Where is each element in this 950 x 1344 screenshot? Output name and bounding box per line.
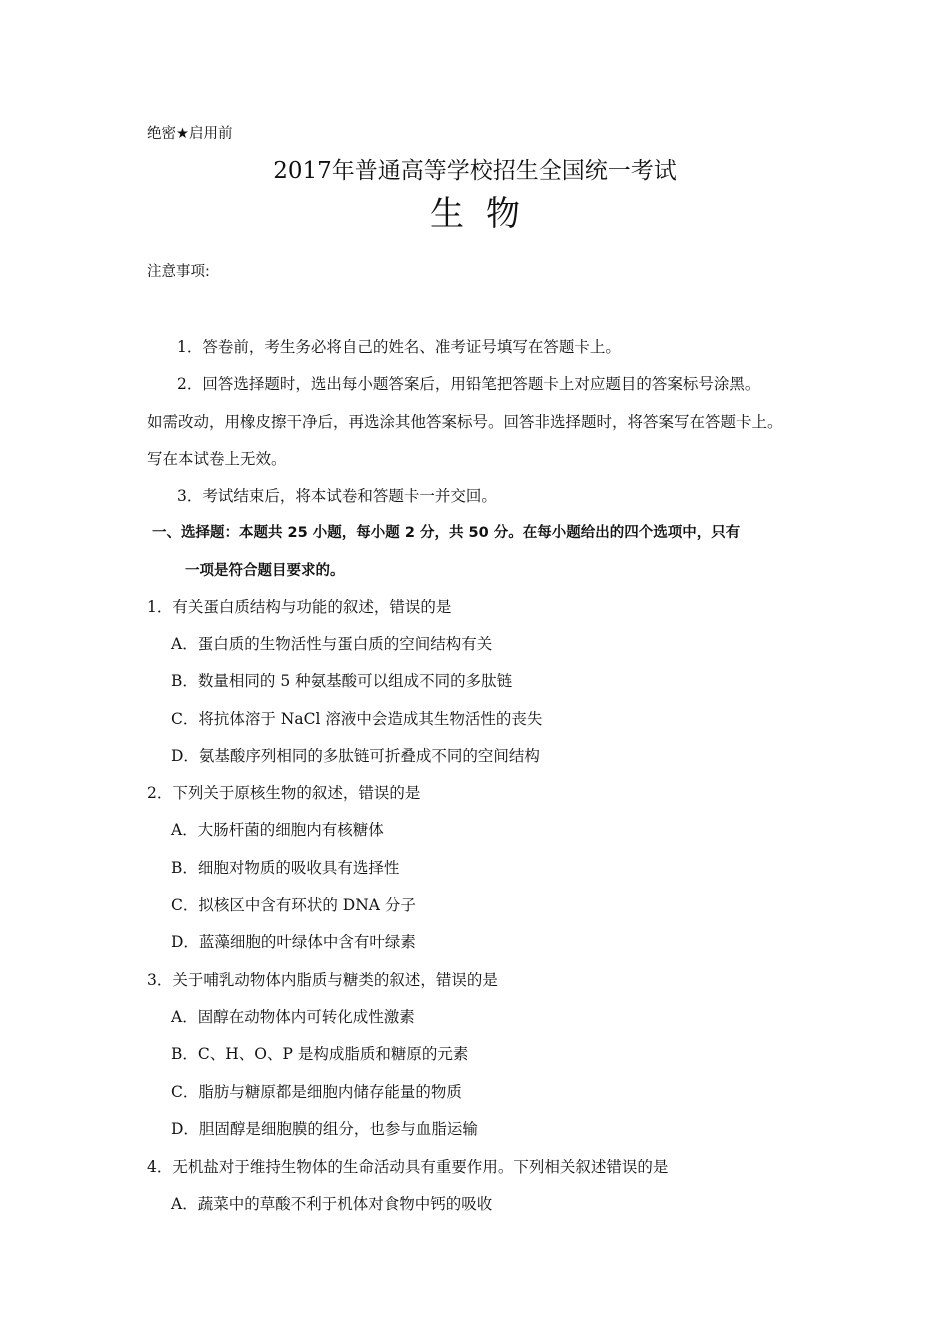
- question-option: B．C、H、O、P 是构成脂质和糖原的元素: [171, 1045, 469, 1063]
- question-option: B．数量相同的 5 种氨基酸可以组成不同的多肽链: [171, 672, 513, 690]
- question-stem: 4．无机盐对于维持生物体的生命活动具有重要作用。下列相关叙述错误的是: [147, 1158, 669, 1176]
- notes-heading: 注意事项:: [147, 264, 210, 280]
- question-option: D．氨基酸序列相同的多肽链可折叠成不同的空间结构: [171, 747, 540, 765]
- section-heading-continuation: 一项是符合题目要求的。: [185, 563, 345, 579]
- question-stem: 3．关于哺乳动物体内脂质与糖类的叙述，错误的是: [147, 971, 498, 989]
- question-option: B．细胞对物质的吸收具有选择性: [171, 859, 400, 877]
- question-option: C．将抗体溶于 NaCl 溶液中会造成其生物活性的丧失: [171, 710, 543, 728]
- question-option: A．大肠杆菌的细胞内有核糖体: [171, 821, 384, 839]
- question-option: D．蓝藻细胞的叶绿体中含有叶绿素: [171, 933, 416, 951]
- question-stem: 1．有关蛋白质结构与功能的叙述，错误的是: [147, 598, 452, 616]
- question-option: D．胆固醇是细胞膜的组分，也参与血脂运输: [171, 1120, 478, 1138]
- question-stem: 2．下列关于原核生物的叙述，错误的是: [147, 784, 421, 802]
- note-item: 3．考试结束后，将本试卷和答题卡一并交回。: [177, 487, 497, 505]
- question-option: A．蔬菜中的草酸不利于机体对食物中钙的吸收: [171, 1195, 493, 1213]
- note-item-continuation: 如需改动，用橡皮擦干净后，再选涂其他答案标号。回答非选择题时，将答案写在答题卡上。: [147, 413, 783, 431]
- question-option: C．拟核区中含有环状的 DNA 分子: [171, 896, 416, 914]
- question-option: C．脂肪与糖原都是细胞内储存能量的物质: [171, 1083, 462, 1101]
- note-item-continuation: 写在本试卷上无效。: [147, 450, 287, 468]
- subject-title: 生物: [430, 194, 542, 234]
- note-item: 1．答卷前，考生务必将自己的姓名、准考证号填写在答题卡上。: [177, 338, 621, 356]
- section-heading: 一、选择题：本题共 25 小题，每小题 2 分，共 50 分。在每小题给出的四个选项中，只有: [152, 525, 741, 541]
- exam-title: 2017年普通高等学校招生全国统一考试: [273, 158, 677, 184]
- note-item: 2．回答选择题时，选出每小题答案后，用铅笔把答题卡上对应题目的答案标号涂黑。: [177, 375, 761, 393]
- question-option: A．蛋白质的生物活性与蛋白质的空间结构有关: [171, 635, 493, 653]
- confidential-label: 绝密★启用前: [147, 126, 233, 142]
- question-option: A．固醇在动物体内可转化成性激素: [171, 1008, 415, 1026]
